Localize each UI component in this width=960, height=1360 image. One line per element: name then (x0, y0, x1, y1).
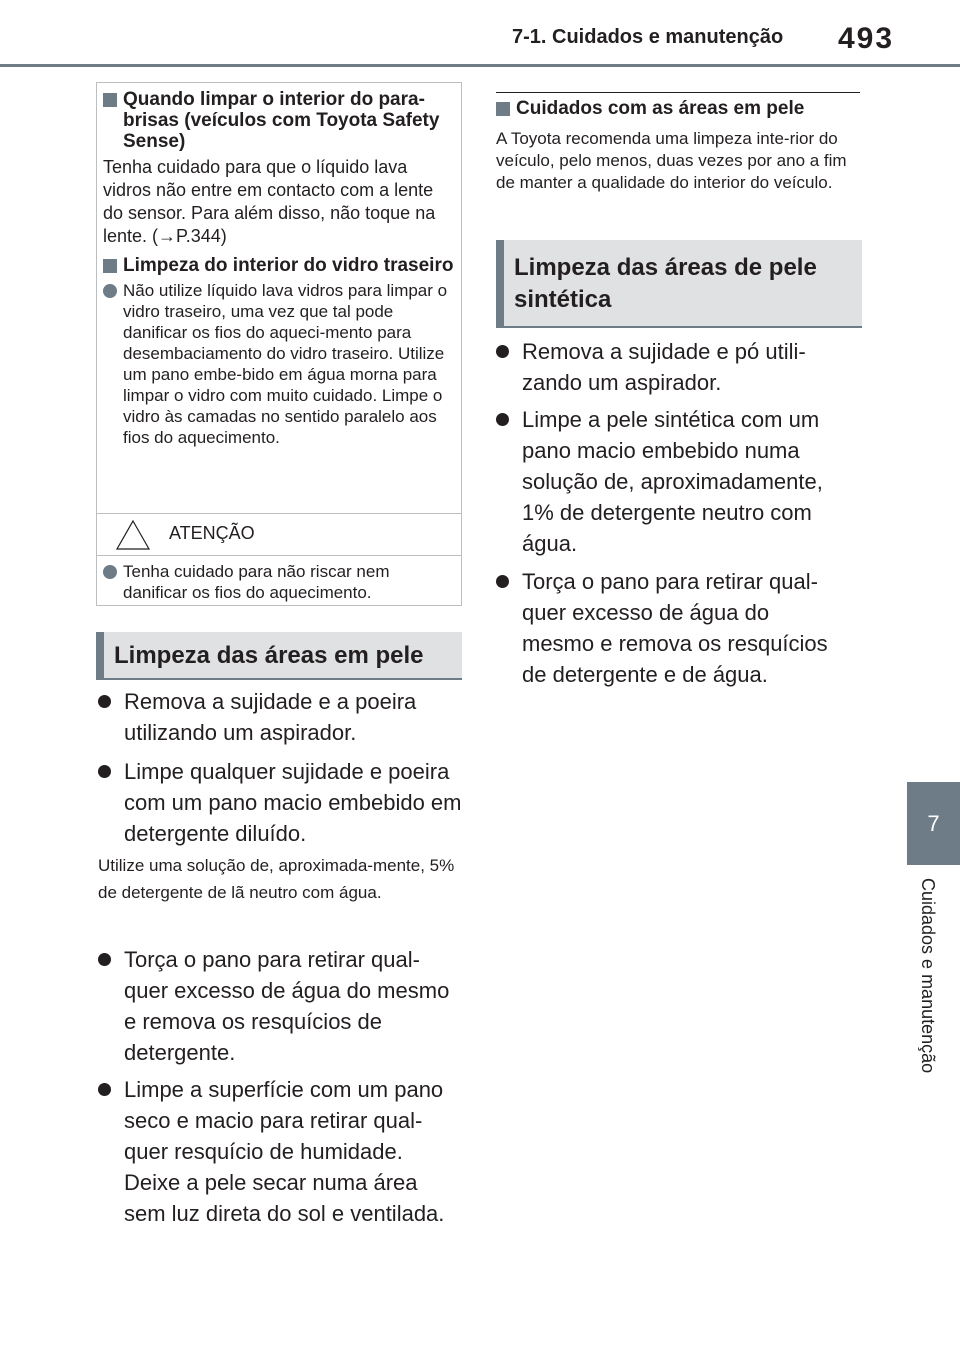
synthetic-section-title (496, 240, 862, 328)
bullet-dot-icon (98, 695, 111, 708)
leather-title-text: Limpeza das áreas em pele (114, 642, 424, 669)
bullet-dot-icon (496, 413, 509, 426)
care-text: A Toyota recomenda uma limpeza inte-rior do veículo, pelo menos, duas vezes por ano a fim de manter a qualidade do interior do veículo. (496, 129, 847, 192)
chapter-number: 7 (927, 810, 940, 836)
rear-glass-item (103, 280, 455, 448)
leather-note: Utilize uma solução de, aproximada-mente, 5% de detergente de lã neutro com água. (98, 856, 455, 902)
windshield-text: Tenha cuidado para que o líquido lava vidros não entre em contacto com a lente do sensor. Para além disso, não toque na lente. (→P.344) (103, 157, 436, 246)
synthetic-bullet-1-text: Remova a sujidade e pó utili-zando um aspirador. (522, 339, 806, 395)
rear-glass-heading-text: Limpeza do interior do vidro traseiro (123, 255, 454, 276)
leather-bullet-4 (98, 1074, 462, 1229)
page-number: 493 (838, 22, 895, 55)
windshield-section (103, 89, 455, 248)
round-bullet-icon (103, 284, 117, 298)
synthetic-bullet-2-text: Limpe a pele sintética com um pano macio embebido numa solução de, aproximadamente, 1% de detergente neutro com água. (522, 407, 823, 556)
rear-glass-item-text: Não utilize líquido lava vidros para limpar o vidro traseiro, uma vez que tal pode danificar os fios do aqueci-mento para desembaciamento do vidro traseiro. Utilize um pano embe-bido em água morna para limpar o vidro com muito cuidado. Limpe o vidro às camadas no sentido paralelo aos fios do aquecimento. (123, 281, 448, 447)
rear-glass-subheading (103, 255, 455, 276)
bullet-dot-icon (98, 953, 111, 966)
chapter-header-title: 7-1. Cuidados e manutenção (512, 26, 784, 48)
bullet-dot-icon (98, 1083, 111, 1096)
square-bullet-icon (103, 259, 117, 273)
info-box (96, 82, 462, 606)
synthetic-bullet-3 (496, 566, 846, 690)
square-bullet-icon (496, 102, 510, 116)
leather-bullet-2 (98, 756, 462, 849)
leather-bullet-2-text: Limpe qualquer sujidade e poeira com um pano macio embebido em detergente diluído. (124, 759, 462, 846)
leather-bullet-1 (98, 686, 462, 748)
rear-glass-section (103, 255, 455, 448)
warning-item-text: Tenha cuidado para não riscar nem danificar os fios do aquecimento. (123, 562, 390, 602)
chapter-side-label: Cuidados e manutenção (918, 878, 938, 1074)
windshield-heading-text: Quando limpar o interior do para-brisas (veículos com Toyota Safety Sense) (123, 89, 440, 152)
chapter-tab[interactable] (907, 782, 960, 865)
round-bullet-icon (103, 565, 117, 579)
synthetic-title-text: Limpeza das áreas de pele sintética (514, 254, 817, 313)
header-rule (0, 64, 960, 67)
bullet-dot-icon (496, 345, 509, 358)
leather-section-title (96, 632, 462, 680)
warning-divider-top (97, 513, 461, 514)
warning-label: ATENÇÃO (169, 523, 255, 543)
leather-bullet-1-text: Remova a sujidade e a poeira utilizando um aspirador. (124, 689, 417, 745)
warning-triangle-icon (115, 519, 151, 551)
care-rule (496, 92, 860, 93)
leather-bullet-4-text: Limpe a superfície com um pano seco e macio para retirar qual-quer resquício de humidade. Deixe a pele secar numa área sem luz direta do sol e ventilada. (124, 1077, 445, 1226)
leather-bullet-3-text: Torça o pano para retirar qual-quer excesso de água do mesmo e remova os resquícios de detergente. (124, 947, 450, 1065)
care-heading-text: Cuidados com as áreas em pele (516, 98, 805, 119)
square-bullet-icon (103, 93, 117, 107)
care-subheading (496, 98, 860, 120)
leather-bullet-3 (98, 944, 462, 1068)
synthetic-bullet-3-text: Torça o pano para retirar qual-quer excesso de água do mesmo e remova os resquícios de detergente e de água. (522, 569, 828, 687)
synthetic-bullet-1 (496, 336, 846, 398)
synthetic-bullet-2 (496, 404, 846, 559)
warning-item (103, 561, 455, 603)
windshield-subheading (103, 89, 455, 152)
warning-section (103, 557, 455, 603)
bullet-dot-icon (496, 575, 509, 588)
warning-divider-bottom (97, 555, 461, 556)
bullet-dot-icon (98, 765, 111, 778)
warning-header (97, 515, 461, 555)
